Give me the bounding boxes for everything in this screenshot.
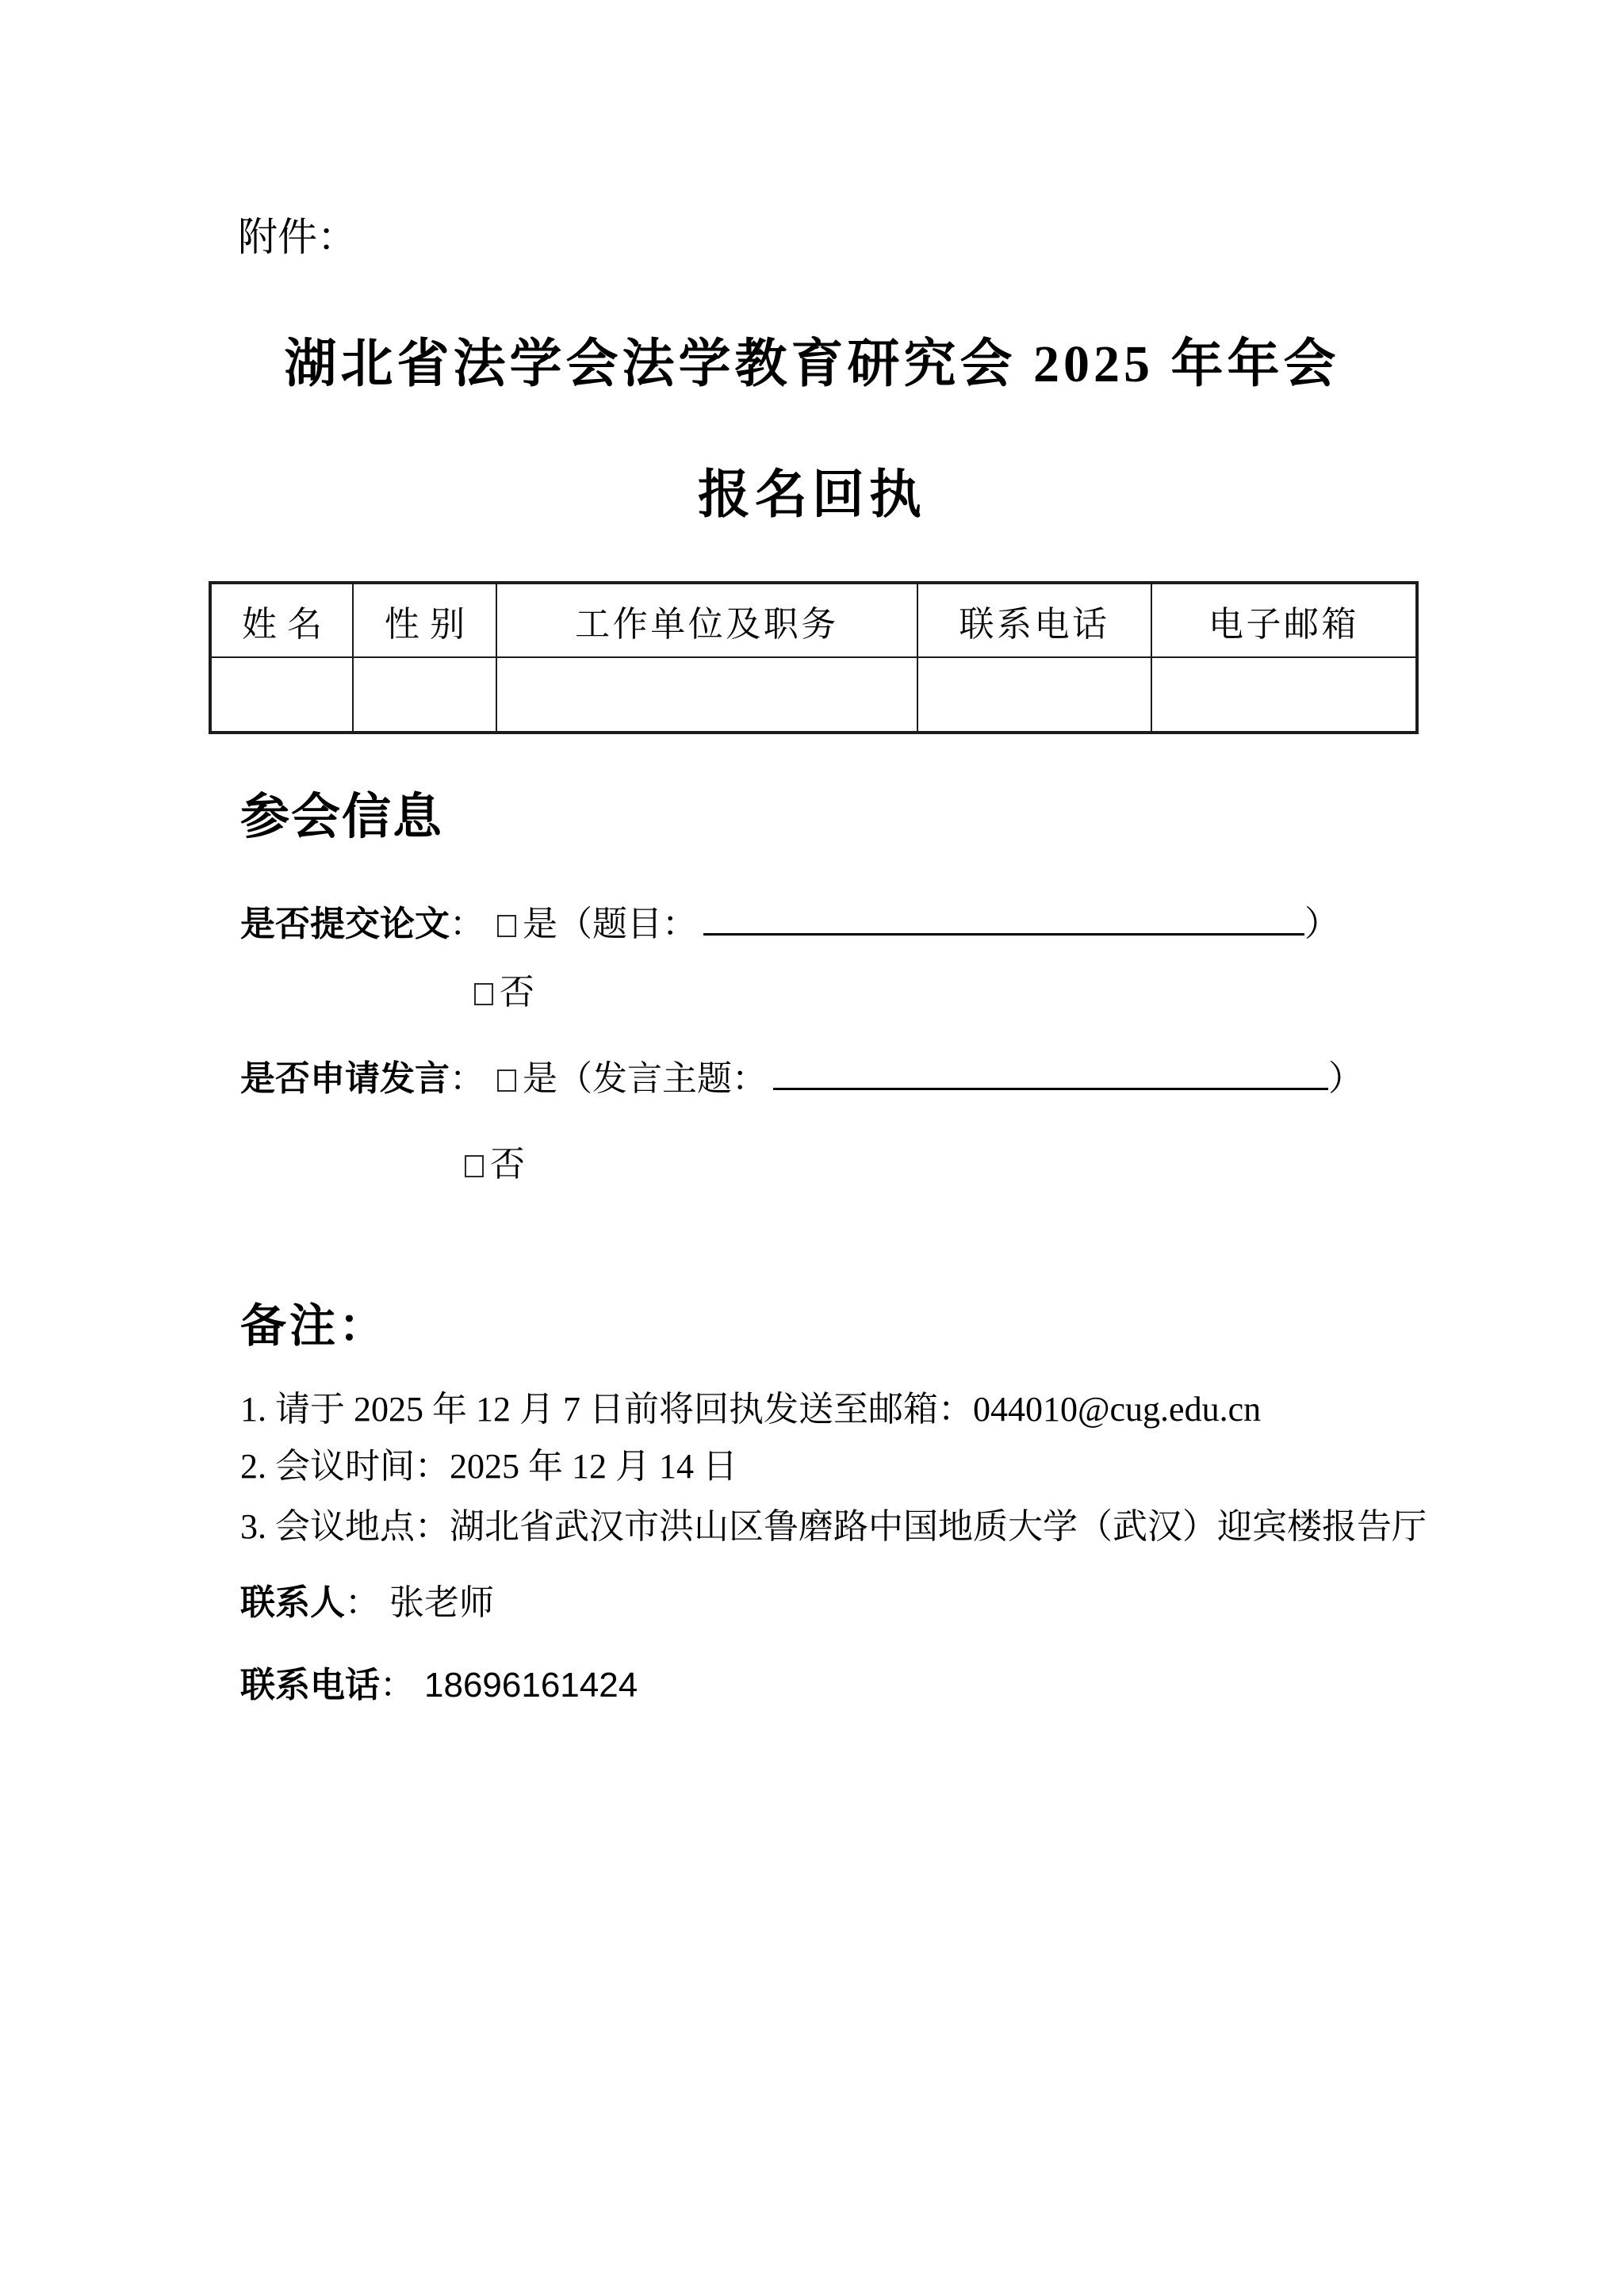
table-header-row [210,583,1417,657]
paper-question-label: 是否提交论文 [240,905,450,943]
speech-topic-prefix: （发言主题： [557,1059,767,1098]
paper-title-prefix: （题目： [557,905,697,943]
document-title: 湖北省法学会法学教育研究会 2025 年年会 [284,335,1340,393]
remark-item-deadline-email: 1. 请于 2025 年 12 月 7 日前将回执发送至邮箱：044010@cug.edu.cn [240,1390,1262,1429]
participation-heading: 参会信息 [240,790,444,844]
contact-person-colon: ： [345,1583,380,1622]
registration-table [209,581,1419,734]
speech-no-checkbox[interactable] [465,1155,484,1177]
remarks-heading: 备注： [240,1300,389,1352]
paper-title-blank[interactable] [703,898,1304,936]
document-subtitle: 报名回执 [698,466,926,524]
input-cell-gender[interactable] [353,657,496,733]
paper-no-checkbox[interactable] [474,983,493,1005]
contact-person-value: 张老师 [389,1583,494,1622]
paper-no-line [474,970,534,1015]
table-row [210,657,1417,733]
input-cell-email[interactable] [1151,657,1417,733]
input-cell-phone[interactable] [917,657,1151,733]
contact-person-label: 联系人 [240,1583,345,1622]
speech-yes-label: 是 [523,1059,557,1098]
paper-yes-checkbox[interactable] [497,915,516,937]
table-header-name: 姓名 [210,583,353,657]
input-cell-work-unit[interactable] [496,657,917,733]
contact-phone-colon: ： [380,1666,415,1705]
speech-no-label: 否 [490,1145,525,1184]
table-header-work-unit: 工作单位及职务 [496,583,917,657]
table-header-email: 电子邮箱 [1151,583,1417,657]
contact-phone-label: 联系电话 [240,1666,380,1705]
speech-question-line [240,1053,1363,1104]
table-header-phone: 联系电话 [917,583,1151,657]
remark-item-meeting-time: 2. 会议时间：2025 年 12 月 14 日 [240,1447,737,1486]
speech-yes-checkbox[interactable] [497,1070,516,1092]
speech-topic-blank[interactable] [773,1053,1328,1090]
speech-question-colon: ： [450,1059,485,1098]
contact-person-line [240,1581,494,1625]
attachment-label: 附件： [238,215,357,259]
contact-phone-value: 18696161424 [424,1666,638,1705]
table-header-gender: 性别 [353,583,496,657]
paper-yes-label: 是 [523,905,557,943]
speech-close-paren: ） [1328,1059,1363,1098]
speech-question-label: 是否申请发言 [240,1059,450,1098]
paper-close-paren: ） [1304,905,1339,943]
remark-item-meeting-location: 3. 会议地点：湖北省武汉市洪山区鲁磨路中国地质大学（武汉）迎宾楼报告厅 [240,1507,1427,1546]
contact-phone-line [240,1663,638,1708]
paper-question-colon: ： [450,905,485,943]
speech-no-line [465,1142,525,1187]
paper-question-line [240,898,1339,949]
paper-no-label: 否 [500,973,534,1012]
input-cell-name[interactable] [210,657,353,733]
